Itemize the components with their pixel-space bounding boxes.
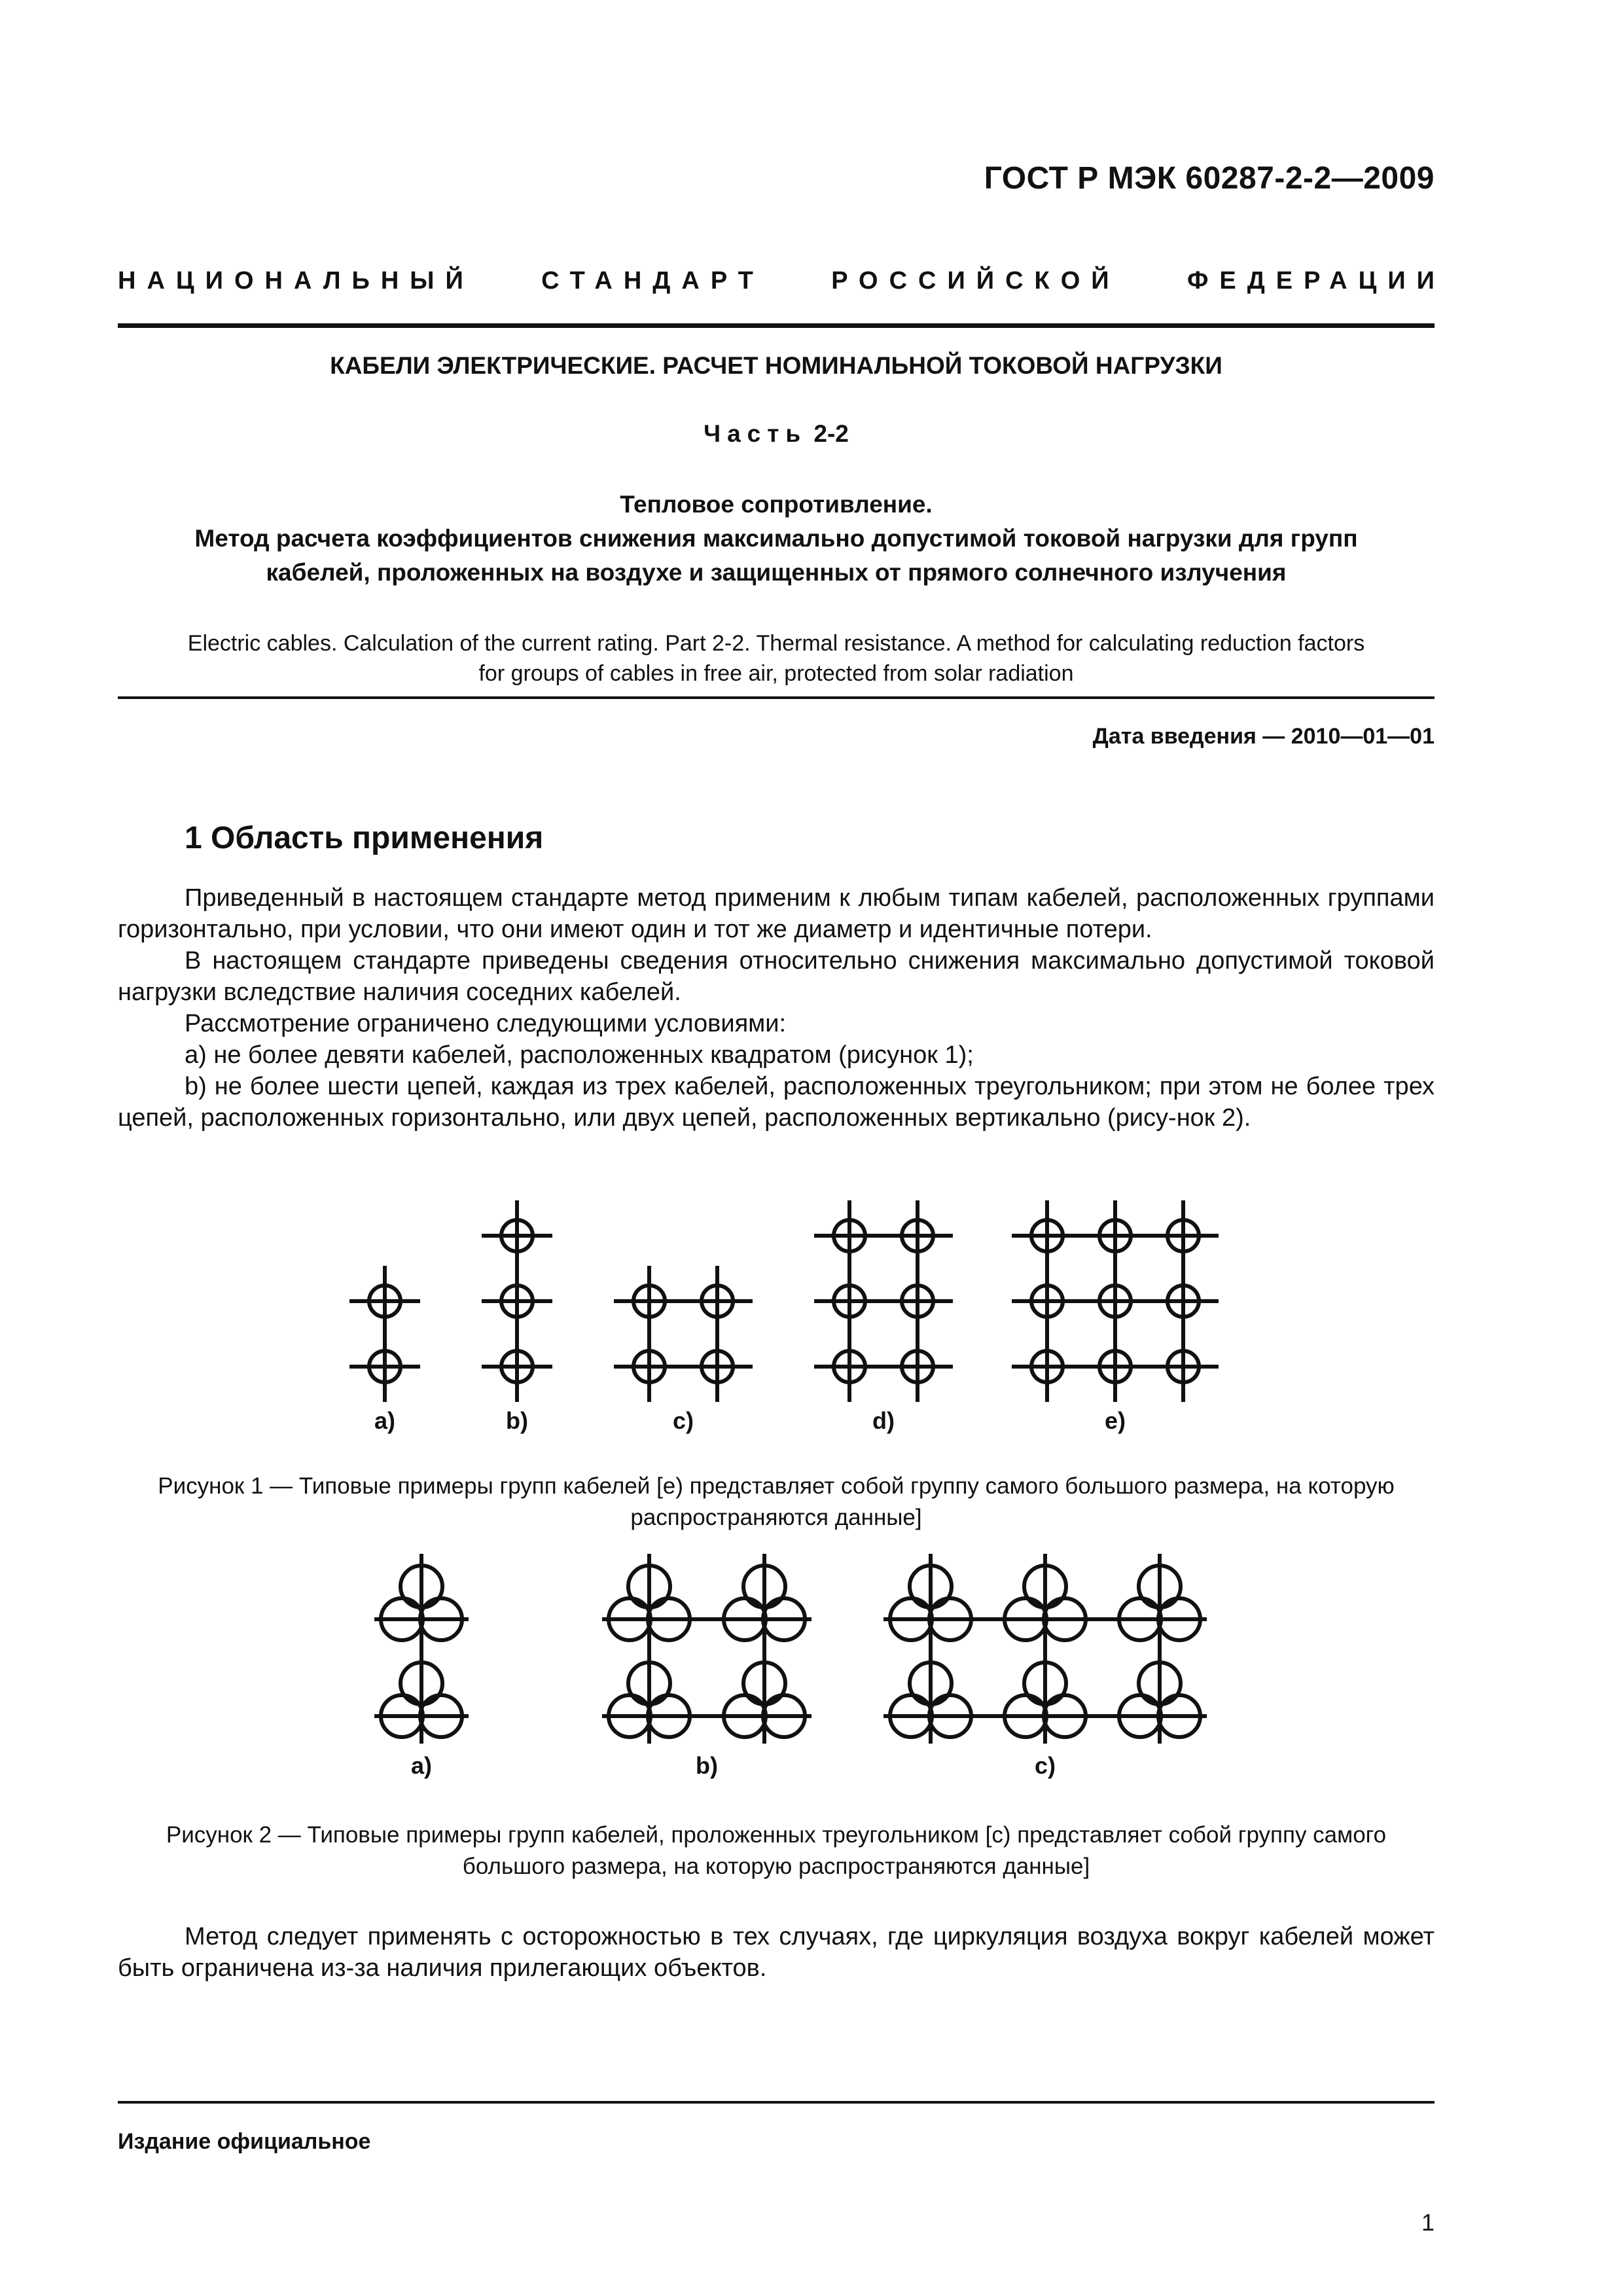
subtitle-line: Метод расчета коэффициентов снижения максимально допустимой токовой нагрузки для групп [194,525,1358,552]
document-title: КАБЕЛИ ЭЛЕКТРИЧЕСКИЕ. РАСЧЕТ НОМИНАЛЬНОЙ ТОКОВОЙ НАГРУЗКИ [330,352,1222,379]
date-of-introduction: Дата введения — 2010—01—01 [1092,724,1435,749]
figure1-label: d) [872,1407,895,1434]
paragraph: b) не более шести цепей, каждая из трех кабелей, расположенных треугольником; при этом не более трех цепей, расположенных горизонтально, или двух цепей, расположенных вертикально (рису-нок 2). [118,1073,1435,1132]
subtitle-line: кабелей, проложенных на воздухе и защищенных от прямого солнечного излучения [266,559,1287,586]
figure1-label: b) [506,1407,528,1434]
footer-rule [118,2101,1435,2104]
figure2-caption [111,1820,1441,1882]
figure1-label: c) [672,1407,694,1434]
paragraph: В настоящем стандарте приведены сведения относительно снижения максимально допустимой токовой нагрузки вследствие наличия соседних кабелей. [118,947,1435,1006]
figure1-label: e) [1104,1407,1126,1434]
paragraph: а) не более девяти кабелей, расположенных квадратом (рисунок 1); [185,1041,974,1069]
caption-line: Рисунок 1 — Типовые примеры групп кабелей [е) представляет собой группу самого большого размера, на которую [158,1473,1395,1499]
part-word: Часть [704,420,808,447]
english-title-line: for groups of cables in free air, protected from solar radiation [478,661,1074,686]
section-heading: 1 Область применения [185,821,544,855]
caption-line: распространяются данные] [630,1505,922,1530]
english-title-line: Electric cables. Calculation of the current rating. Part 2-2. Thermal resistance. A method for calculating reduction factors [187,631,1365,656]
figure2-label: c) [1034,1752,1056,1779]
subtitle-line: Тепловое сопротивление. [620,491,933,518]
page-number: 1 [1421,2209,1435,2236]
figure2-label: b) [696,1752,718,1779]
figure2-label: a) [410,1752,433,1779]
part-number: 2-2 [813,420,849,447]
banner-word: РОССИЙСКОЙ [831,267,1120,295]
gost-code: ГОСТ Р МЭК 60287-2-2—2009 [984,161,1435,196]
paragraph: Метод следует применять с осторожностью в тех случаях, где циркуляция воздуха вокруг кабелей может быть ограничена из-за наличия прилегающих объектов. [118,1923,1435,1982]
caption-line: Рисунок 2 — Типовые примеры групп кабелей, проложенных треугольником [с) представляет собой группу самого [166,1822,1387,1848]
figure1-label: a) [374,1407,396,1434]
banner-word: НАЦИОНАЛЬНЫЙ [118,267,474,295]
method-note [118,1921,1435,1984]
official-edition: Издание официальное [118,2129,371,2154]
paragraph: Рассмотрение ограничено следующими условиями: [185,1010,787,1037]
banner-word: СТАНДАРТ [541,267,764,295]
banner-word: ФЕДЕРАЦИИ [1186,267,1446,295]
figure1-caption [111,1471,1441,1534]
paragraph: Приведенный в настоящем стандарте метод применим к любым типам кабелей, расположенных группами горизонтально, при условии, что они имеют один и тот же диаметр и идентичные потери. [118,884,1435,943]
caption-line: большого размера, на которую распространяются данные] [462,1854,1090,1879]
